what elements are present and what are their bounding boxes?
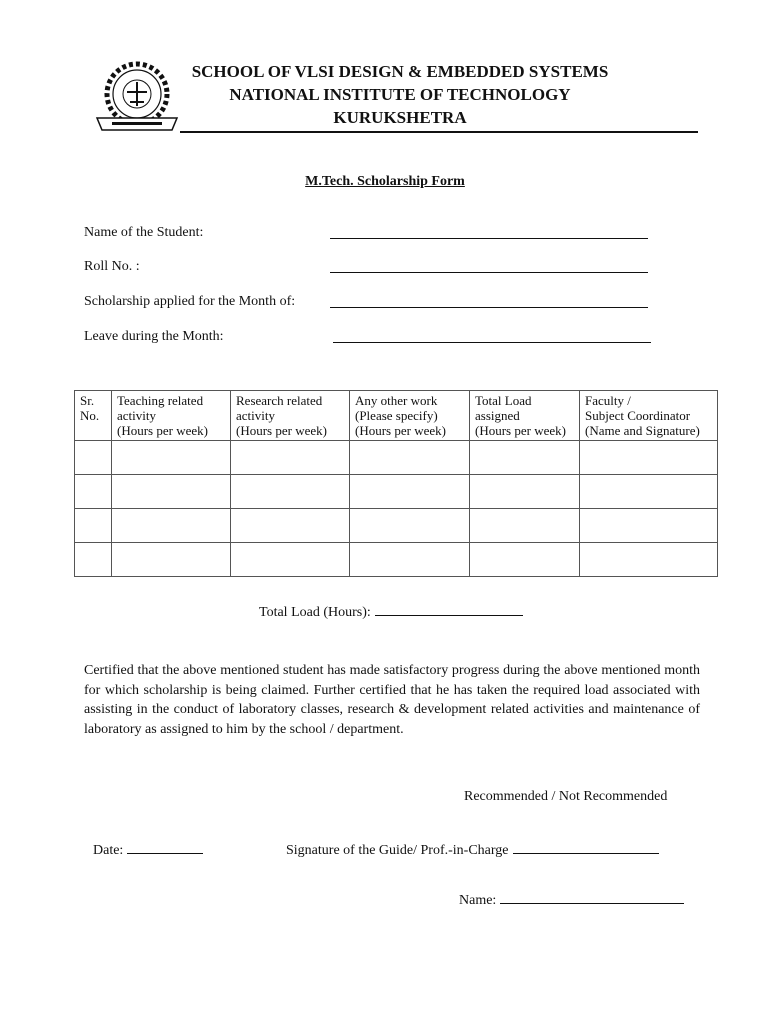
table-cell[interactable] bbox=[350, 475, 470, 509]
column-header-teaching: Teaching related activity (Hours per week) bbox=[112, 391, 231, 441]
table-cell[interactable] bbox=[112, 543, 231, 577]
table-cell[interactable] bbox=[580, 509, 718, 543]
column-header-other-work: Any other work (Please specify) (Hours per week) bbox=[350, 391, 470, 441]
form-title: M.Tech. Scholarship Form bbox=[305, 174, 465, 189]
column-header-total-load: Total Load assigned (Hours per week) bbox=[470, 391, 580, 441]
table-cell[interactable] bbox=[350, 543, 470, 577]
header-location: KURUKSHETRA bbox=[333, 108, 467, 127]
table-cell[interactable] bbox=[470, 509, 580, 543]
load-table bbox=[74, 390, 718, 577]
student-name-field[interactable] bbox=[330, 238, 648, 239]
leave-month-field[interactable] bbox=[333, 342, 651, 343]
date-field[interactable] bbox=[127, 841, 203, 854]
total-load-row bbox=[259, 603, 523, 621]
table-cell[interactable] bbox=[580, 475, 718, 509]
signature-field[interactable] bbox=[513, 841, 659, 854]
signature-label: Signature of the Guide/ Prof.-in-Charge bbox=[286, 843, 509, 858]
table-row bbox=[75, 441, 718, 475]
table-cell[interactable] bbox=[231, 543, 350, 577]
table-header-row bbox=[75, 391, 718, 441]
table-cell[interactable] bbox=[75, 441, 112, 475]
roll-no-field[interactable] bbox=[330, 272, 648, 273]
table-cell[interactable] bbox=[75, 543, 112, 577]
roll-no-label: Roll No. : bbox=[84, 259, 140, 274]
recommendation-text: Recommended / Not Recommended bbox=[464, 789, 668, 804]
table-cell[interactable] bbox=[470, 441, 580, 475]
name-label: Name: bbox=[459, 893, 497, 908]
header-divider bbox=[180, 131, 698, 133]
table-cell[interactable] bbox=[231, 509, 350, 543]
scholarship-month-field[interactable] bbox=[330, 307, 648, 308]
table-cell[interactable] bbox=[112, 441, 231, 475]
table-cell[interactable] bbox=[112, 475, 231, 509]
signature-row bbox=[286, 841, 659, 859]
table-cell[interactable] bbox=[470, 543, 580, 577]
date-label: Date: bbox=[93, 843, 124, 858]
column-header-sr-no: Sr. No. bbox=[75, 391, 112, 441]
leave-month-label: Leave during the Month: bbox=[84, 329, 224, 344]
total-load-field[interactable] bbox=[375, 603, 523, 616]
scholarship-month-label: Scholarship applied for the Month of: bbox=[84, 294, 296, 309]
table-cell[interactable] bbox=[470, 475, 580, 509]
student-name-label: Name of the Student: bbox=[84, 225, 204, 240]
table-cell[interactable] bbox=[350, 509, 470, 543]
total-load-label: Total Load (Hours): bbox=[259, 605, 371, 620]
table-row bbox=[75, 543, 718, 577]
table-cell[interactable] bbox=[580, 543, 718, 577]
table-cell[interactable] bbox=[231, 441, 350, 475]
table-cell[interactable] bbox=[231, 475, 350, 509]
name-row bbox=[459, 891, 684, 909]
table-cell[interactable] bbox=[75, 475, 112, 509]
name-field[interactable] bbox=[500, 891, 684, 904]
table-cell[interactable] bbox=[112, 509, 231, 543]
column-header-faculty: Faculty / Subject Coordinator (Name and Signature) bbox=[580, 391, 718, 441]
table-cell[interactable] bbox=[580, 441, 718, 475]
table-row bbox=[75, 475, 718, 509]
table-cell[interactable] bbox=[350, 441, 470, 475]
date-row bbox=[93, 841, 203, 859]
table-row bbox=[75, 509, 718, 543]
table-cell[interactable] bbox=[75, 509, 112, 543]
column-header-research: Research related activity (Hours per week) bbox=[231, 391, 350, 441]
certification-text: Certified that the above mentioned student has made satisfactory progress during the above mentioned month for which scholarship is being claimed. Further certified that he has taken the required load associated with assisting in the conduct of laboratory classes, research & development related activities and maintenance of laboratory as assigned to him by the school / department. bbox=[84, 663, 700, 737]
header-school-name: SCHOOL OF VLSI DESIGN & EMBEDDED SYSTEMS bbox=[191, 62, 609, 81]
header-institute-name: NATIONAL INSTITUTE OF TECHNOLOGY bbox=[229, 85, 571, 104]
